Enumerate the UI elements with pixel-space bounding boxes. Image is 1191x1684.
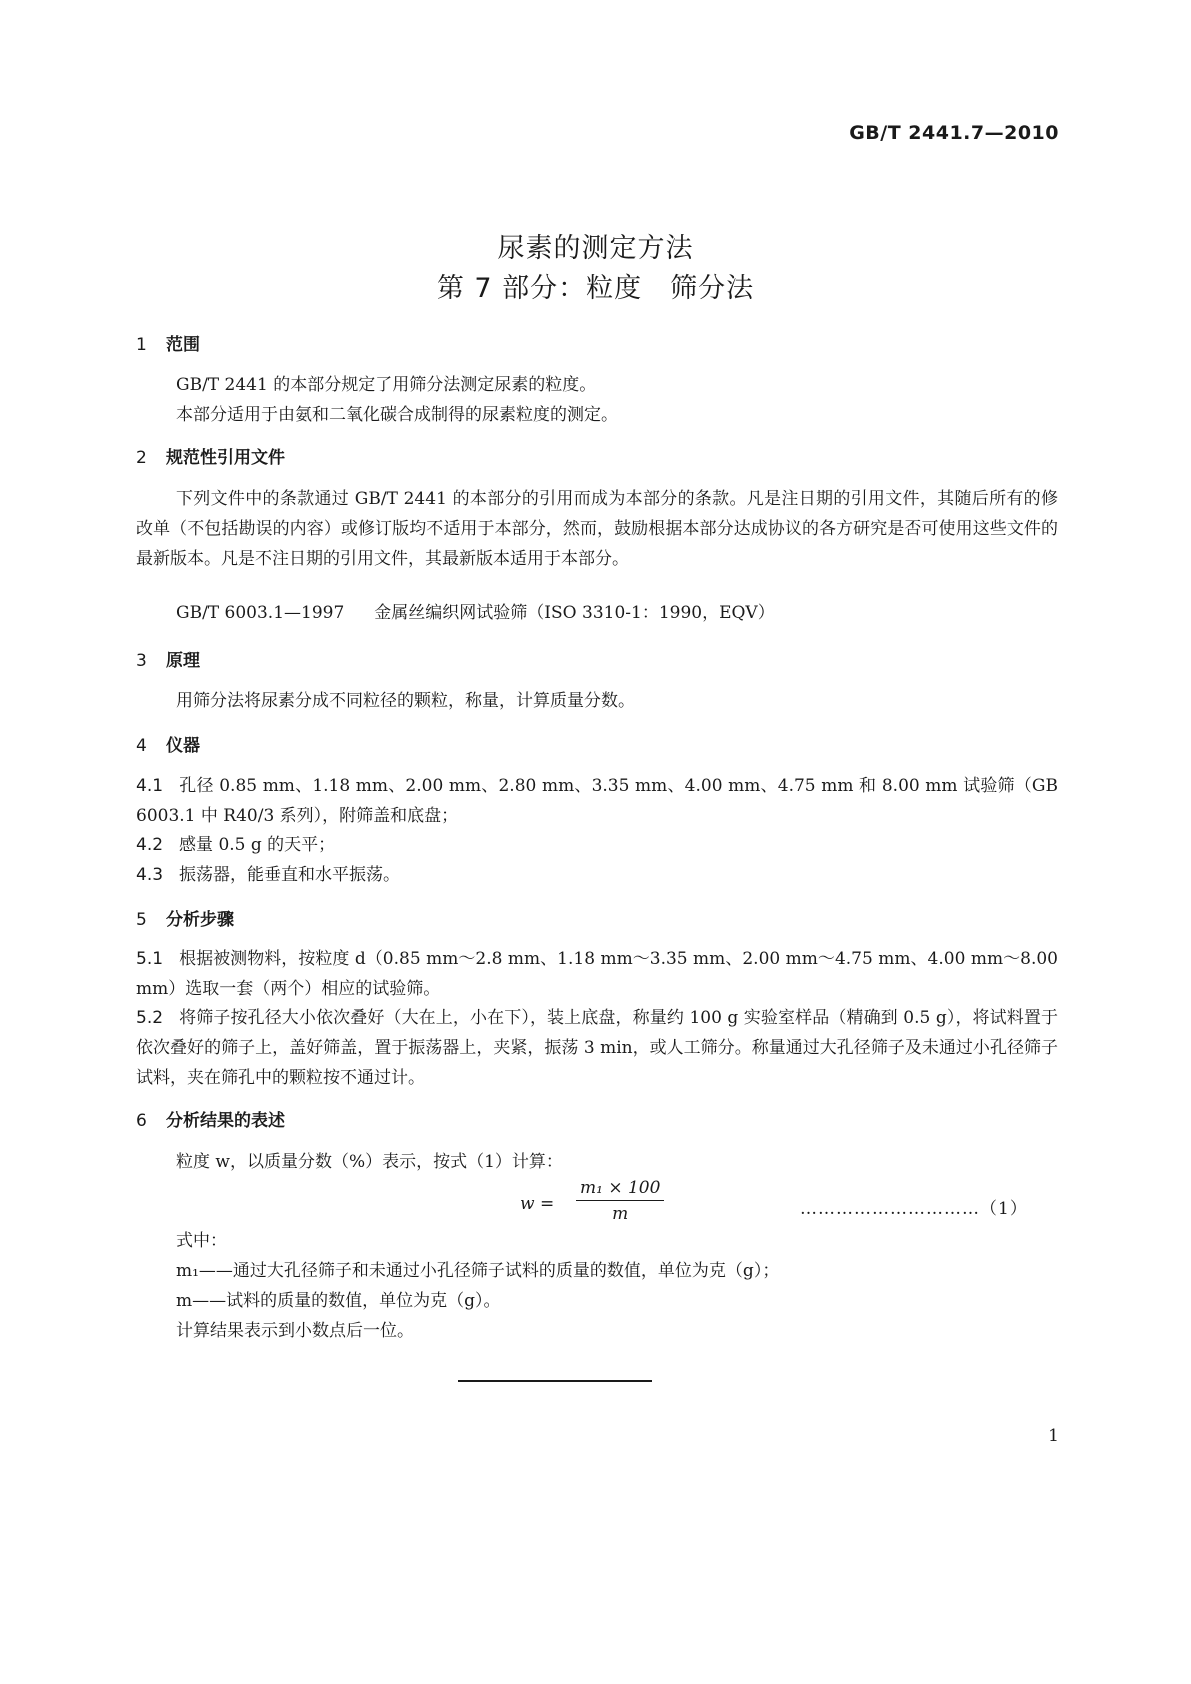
document-subtitle: 第 7 部分：粒度 筛分法 <box>436 273 755 304</box>
section-1-paragraph-1: GB/T 2441 的本部分规定了用筛分法测定尿素的粒度。 <box>176 375 597 395</box>
section-title: 分析结果的表述 <box>166 1111 285 1131</box>
section-number: 5 <box>136 910 147 930</box>
symbol-definition-m1: m₁——通过大孔径筛子和未通过小孔径筛子试料的质量的数值，单位为克（g）； <box>176 1261 780 1281</box>
clause-number: 5.2 <box>136 1008 164 1028</box>
formula-denominator: m <box>612 1204 629 1224</box>
formula-numerator: m₁ × 100 <box>576 1178 664 1201</box>
section-5-heading <box>136 905 234 930</box>
section-1-heading <box>136 330 200 355</box>
end-rule <box>458 1380 652 1382</box>
section-number: 1 <box>136 335 147 355</box>
reference-title: 金属丝编织网试验筛（ISO 3310-1：1990，EQV） <box>374 603 775 623</box>
clause-number: 5.1 <box>136 949 164 969</box>
clause-text: 孔径 0.85 mm、1.18 mm、2.00 mm、2.80 mm、3.35 mm、4.00 mm、4.75 mm 和 8.00 mm 试验筛（GB 6003.1 中 R40/3 系列），附筛盖和底盘； <box>136 776 1058 826</box>
clause-number: 4.1 <box>136 776 164 796</box>
section-3-heading <box>136 646 200 671</box>
section-title: 仪器 <box>166 736 200 756</box>
page-number: 1 <box>1048 1426 1059 1446</box>
section-number: 3 <box>136 651 147 671</box>
section-4-heading <box>136 731 200 756</box>
clause-4-2 <box>136 830 1058 860</box>
section-title: 规范性引用文件 <box>166 448 285 468</box>
section-6-heading <box>136 1106 285 1131</box>
result-precision-note: 计算结果表示到小数点后一位。 <box>176 1321 414 1341</box>
section-number: 4 <box>136 736 147 756</box>
clause-number: 4.3 <box>136 865 164 885</box>
where-label: 式中： <box>176 1231 227 1251</box>
standard-code: GB/T 2441.7—2010 <box>849 122 1059 144</box>
section-1-paragraph-2: 本部分适用于由氨和二氧化碳合成制得的尿素粒度的测定。 <box>176 405 618 425</box>
normative-reference <box>136 598 1098 628</box>
clause-4-1 <box>136 771 1058 831</box>
clause-number: 4.2 <box>136 835 164 855</box>
clause-4-3 <box>136 860 1058 890</box>
document-title: 尿素的测定方法 <box>497 233 694 264</box>
clause-text: 感量 0.5 g 的天平； <box>179 835 336 855</box>
section-title: 分析步骤 <box>166 910 234 930</box>
section-3-paragraph-1: 用筛分法将尿素分成不同粒径的颗粒，称量，计算质量分数。 <box>176 691 635 711</box>
formula-fraction <box>576 1178 664 1224</box>
section-6-intro: 粒度 w，以质量分数（%）表示，按式（1）计算： <box>176 1152 563 1172</box>
formula-lhs: w = <box>520 1194 555 1214</box>
section-2-heading <box>136 443 285 468</box>
clause-text: 振荡器，能垂直和水平振荡。 <box>179 865 401 885</box>
section-number: 6 <box>136 1111 147 1131</box>
section-number: 2 <box>136 448 147 468</box>
section-title: 原理 <box>166 651 200 671</box>
clause-text: 将筛子按孔径大小依次叠好（大在上，小在下），装上底盘，称量约 100 g 实验室样品（精确到 0.5 g），将试料置于依次叠好的筛子上，盖好筛盖，置于振荡器上，夹紧，振荡 3 min，或人工筛分。称量通过大孔径筛子及未通过小孔径筛子试料，夹在筛孔中的颗粒按不通过计。 <box>136 1008 1058 1088</box>
symbol-definition-m: m——试料的质量的数值，单位为克（g）。 <box>176 1291 501 1311</box>
section-title: 范围 <box>166 335 200 355</box>
clause-text: 根据被测物料，按粒度 d（0.85 mm～2.8 mm、1.18 mm～3.35 mm、2.00 mm～4.75 mm、4.00 mm～8.00 mm）选取一套（两个）相应的试验筛。 <box>136 949 1058 999</box>
section-2-paragraph-1: 下列文件中的条款通过 GB/T 2441 的本部分的引用而成为本部分的条款。凡是注日期的引用文件，其随后所有的修改单（不包括勘误的内容）或修订版均不适用于本部分，然而，鼓励根据本部分达成协议的各方研究是否可使用这些文件的最新版本。凡是不注日期的引用文件，其最新版本适用于本部分。 <box>136 489 1058 569</box>
reference-code: GB/T 6003.1—1997 <box>176 603 345 623</box>
clause-5-1 <box>136 944 1058 1004</box>
clause-5-2 <box>136 1003 1058 1093</box>
formula-number: …………………………（1） <box>800 1199 1028 1219</box>
